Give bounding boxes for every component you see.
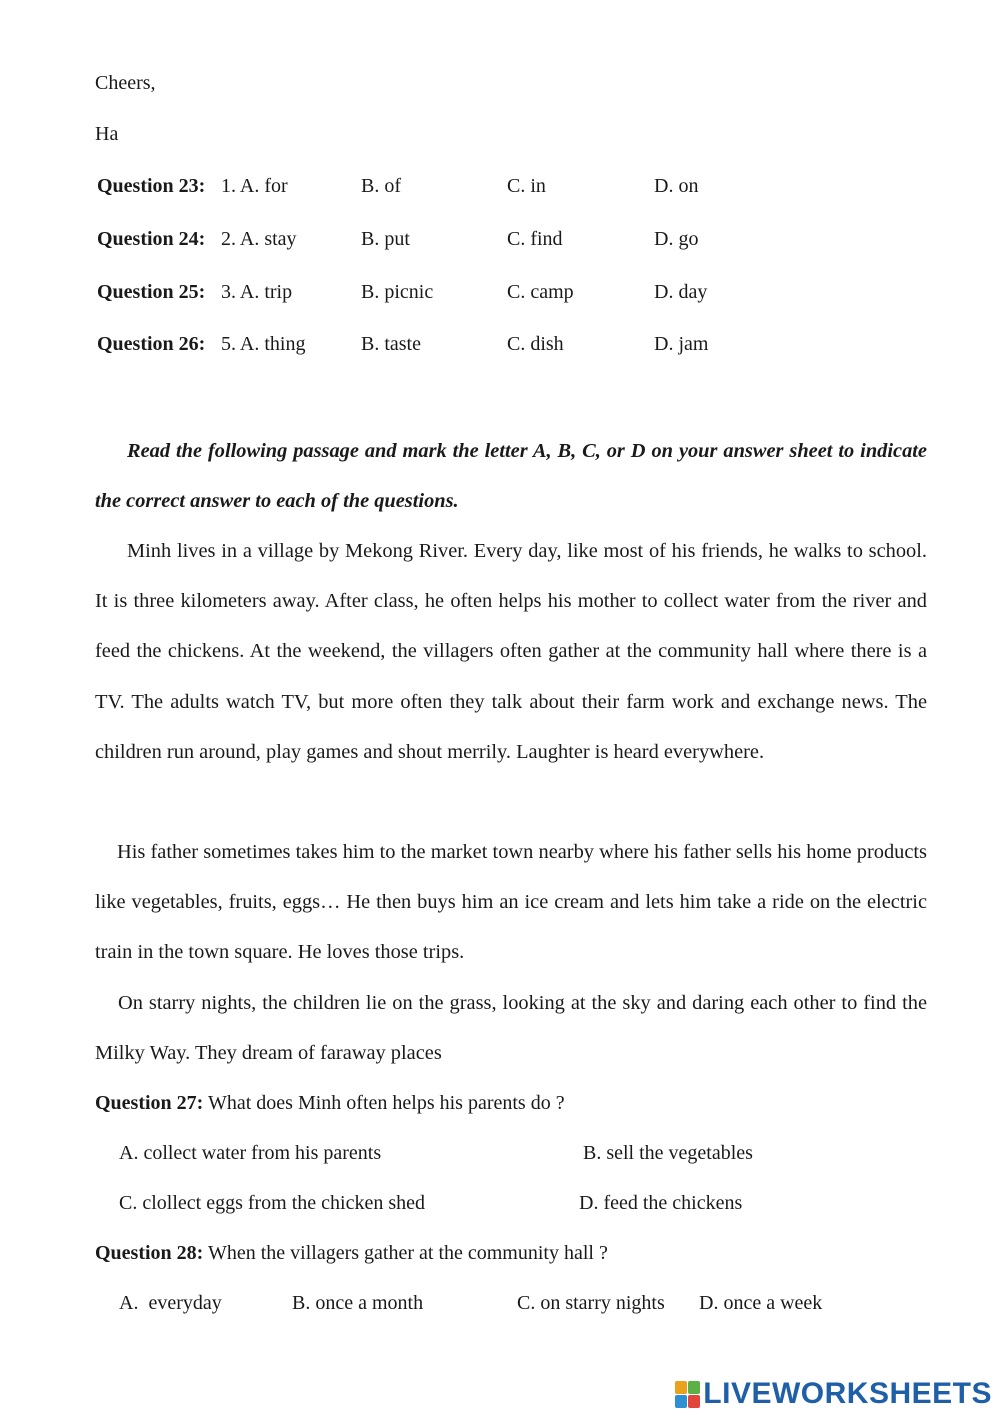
option-b[interactable]: B. once a month <box>292 1292 424 1314</box>
passage-paragraph-3: On starry nights, the children lie on the grass, looking at the sky and daring each other to find the Milky Way. They dream of faraway places <box>95 992 927 1065</box>
question-label: Question 23: <box>97 175 206 197</box>
option-d[interactable]: D. jam <box>654 333 709 355</box>
option-d[interactable]: D. go <box>654 228 699 250</box>
option-a[interactable]: 2. A. stay <box>221 228 297 250</box>
question-label: Question 24: <box>97 228 206 250</box>
logo-tile <box>675 1395 687 1408</box>
question-text: What does Minh often helps his parents do ? <box>207 1092 565 1114</box>
question-text: When the villagers gather at the community hall ? <box>207 1242 608 1264</box>
liveworksheets-logo[interactable] <box>675 1376 992 1412</box>
option-d[interactable]: D. feed the chickens <box>579 1192 743 1214</box>
option-c[interactable]: C. camp <box>507 281 574 303</box>
closing-salutation: Cheers, <box>95 72 156 94</box>
logo-tile <box>675 1381 687 1394</box>
option-d[interactable]: D. on <box>654 175 699 197</box>
passage-paragraph-2: His father sometimes takes him to the market town nearby where his father sells his home products like vegetables, fruits, eggs… He then buys him an ice cream and lets him take a ride on the electric train in the town square. He loves those trips. <box>95 841 927 964</box>
logo-text: LIVEWORKSHEETS <box>703 1377 992 1410</box>
logo-grid-icon <box>675 1381 699 1407</box>
option-d[interactable]: D. day <box>654 281 708 303</box>
option-c[interactable]: C. dish <box>507 333 564 355</box>
option-a[interactable]: A. collect water from his parents <box>119 1142 382 1164</box>
option-a[interactable]: 5. A. thing <box>221 333 306 355</box>
question-label: Question 28: <box>95 1242 204 1264</box>
question-label: Question 27: <box>95 1092 204 1114</box>
option-b[interactable]: B. sell the vegetables <box>583 1142 753 1164</box>
section-instruction: Read the following passage and mark the letter A, B, C, or D on your answer sheet to indicate the correct answer to each of the questions. <box>95 440 927 513</box>
option-d[interactable]: D. once a week <box>699 1292 823 1314</box>
option-c[interactable]: C. in <box>507 175 546 197</box>
closing-signature: Ha <box>95 123 119 145</box>
question-label: Question 26: <box>97 333 206 355</box>
option-a[interactable]: 1. A. for <box>221 175 288 197</box>
option-a[interactable]: A. everyday <box>119 1292 222 1314</box>
option-c[interactable]: C. on starry nights <box>517 1292 665 1314</box>
option-b[interactable]: B. taste <box>361 333 421 355</box>
option-b[interactable]: B. put <box>361 228 410 250</box>
option-c[interactable]: C. clollect eggs from the chicken shed <box>119 1192 426 1214</box>
option-b[interactable]: B. picnic <box>361 281 434 303</box>
option-c[interactable]: C. find <box>507 228 563 250</box>
logo-tile <box>688 1381 700 1394</box>
logo-tile <box>688 1395 700 1408</box>
option-b[interactable]: B. of <box>361 175 401 197</box>
option-a[interactable]: 3. A. trip <box>221 281 293 303</box>
question-label: Question 25: <box>97 281 206 303</box>
passage-paragraph-1: Minh lives in a village by Mekong River. Every day, like most of his friends, he walks to school. It is three kilometers away. After class, he often helps his mother to collect water from the river and feed the chickens. At the weekend, the villagers often gather at the community hall where there is a TV. The adults watch TV, but more often they talk about their farm work and exchange news. The children run around, play games and shout merrily. Laughter is heard everywhere. <box>95 540 927 763</box>
